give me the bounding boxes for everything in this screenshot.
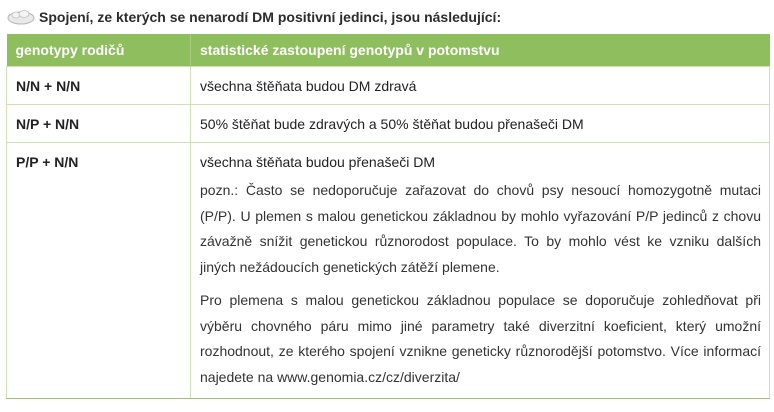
section-heading [6,5,501,29]
result-text: všechna štěňata budou přenašeči DM [200,154,436,170]
result-cell: 50% štěňat bude zdravých a 50% štěňat budou přenašeči DM [191,105,770,143]
result-cell [191,143,770,399]
column-header-parents: genotypy rodičů [7,34,191,67]
note-paragraph-2: Pro plemena s malou genetickou základnou populace se doporučuje zohledňovat při výběru chovného páru mimo jiné parametry také diverzitní koeficient, který umožní rozhodnout, ze kterého spojení vznikne geneticky různorodější potomstvo. Více informací najedete na www.genomia.cz/cz/diverzita/ [200,292,761,385]
note-paragraph-1: pozn.: Často se nedoporučuje zařazovat do chovů psy nesoucí homozygotně mutaci (P/P). U plemen s malou genetickou základnou by mohlo vyřazování P/P jedinců z chovu závažně snížit genetickou různorodost populace. To by mohlo vést ke vzniku dalších jiných nežádoucích genetických zátěží plemene. [200,182,761,275]
table-row [7,143,770,399]
parents-cell: N/N + N/N [7,67,191,105]
table-row [7,67,770,105]
column-header-offspring: statistické zastoupení genotypů v potomstvu [191,34,770,67]
parents-cell: P/P + N/N [7,143,191,399]
genotype-table [6,34,770,399]
table-header-row [7,34,770,67]
paw-cloud-icon [6,8,36,26]
table-row [7,105,770,143]
heading-text: Spojení, ze kterých se nenarodí DM positivní jedinci, jsou následující: [39,9,502,25]
parents-cell: N/P + N/N [7,105,191,143]
result-cell: všechna štěňata budou DM zdravá [191,67,770,105]
